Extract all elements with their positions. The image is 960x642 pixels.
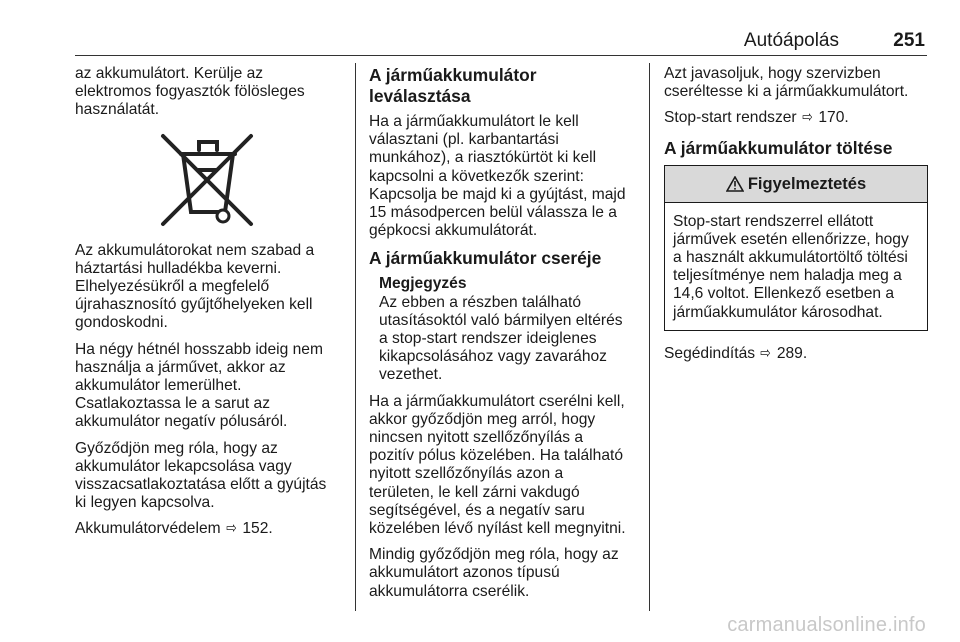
paragraph: Mindig győződjön meg róla, hogy az akkumulátort azonos típusú akkumulátorra cserélik. <box>369 546 619 600</box>
cross-reference <box>75 520 343 538</box>
cross-reference <box>664 345 928 363</box>
warning-title: Figyelmeztetés <box>747 174 867 193</box>
paragraph: az akkumulátort. Kerülje az elektromos fogyasztók fölösleges használatát. <box>75 65 305 119</box>
cross-reference <box>664 109 928 127</box>
page-header <box>75 30 927 52</box>
reference-page: 170. <box>818 109 849 127</box>
note-title: Megjegyzés <box>379 275 467 293</box>
section-heading: A járműakkumulátor töltése <box>664 137 893 158</box>
column-2 <box>369 65 637 609</box>
note-block <box>379 275 637 384</box>
page-reference-arrow-icon: ⇨ <box>226 520 237 538</box>
column-divider-1 <box>355 63 356 611</box>
reference-page: 152. <box>242 520 273 538</box>
page-reference-arrow-icon: ⇨ <box>802 109 813 127</box>
section-title: Autóápolás <box>743 30 839 51</box>
warning-triangle-icon <box>726 176 744 192</box>
column-1 <box>75 65 343 547</box>
page-reference-arrow-icon: ⇨ <box>760 344 772 362</box>
paragraph: Azt javasoljuk, hogy szervizben cseréltesse ki a járműakkumulátort. <box>664 65 909 101</box>
reference-page: 289. <box>776 344 808 362</box>
section-heading: A járműakkumulátor leválasztása <box>369 65 537 106</box>
paragraph: Ha négy hétnél hosszabb ideig nem használja a járművet, akkor az akkumulátor lemerülhet. Csatlakoztassa le a sarut az akkumulátor negatív pólusáról. <box>75 340 323 431</box>
reference-text: Segédindítás <box>664 344 756 362</box>
column-3 <box>664 65 928 371</box>
section-heading: A járműakkumulátor cseréje <box>369 248 602 269</box>
paragraph: Az akkumulátorokat nem szabad a háztartási hulladékba keverni. Elhelyezésükről a megfelelő újrahasznosító gyűjtőhelyeken kell gondoskodni. <box>75 241 315 332</box>
watermark: carmanualsonline.info <box>727 614 926 636</box>
bin-wheel <box>217 210 229 222</box>
crossed-out-wheelie-bin-icon <box>155 128 259 232</box>
warning-box <box>664 165 928 331</box>
bin-handle <box>198 168 218 172</box>
page-number: 251 <box>893 30 925 51</box>
warning-header <box>665 166 927 203</box>
reference-text: Stop-start rendszer <box>664 109 797 127</box>
reference-text: Akkumulátorvédelem <box>75 520 221 538</box>
warning-text: Stop-start rendszerrel ellátott járművek esetén ellenőrizze, hogy a használt akkumulátortöltő töltési teljesítménye nem haladja meg a 14,6 voltot. Ellenkező esetben a járműakkumulátor károsodhat. <box>673 212 909 321</box>
header-divider <box>75 55 927 56</box>
paragraph: Ha a járműakkumulátort cserélni kell, akkor győződjön meg arról, hogy nincsen nyitott szellőzőnyílás a pozitív pólus közelében. Ha található nyitott szellőzőnyílás azon a területen, le kell zárni vakdugó segítségével, és a negatív saru közelében lévő nyílást kell megnyitni. <box>369 392 626 538</box>
note-text: Az ebben a részben található utasításoktól való bármilyen eltérés a stop-start rendszer ideiglenes kikapcsolásához vagy zavarához vezethet. <box>379 293 623 384</box>
column-divider-2 <box>649 63 650 611</box>
paragraph: Győződjön meg róla, hogy az akkumulátor lekapcsolása vagy visszacsatlakoztatása előtt a gyújtás ki legyen kapcsolva. <box>75 439 327 512</box>
paragraph: Ha a járműakkumulátort le kell választani (pl. karbantartási munkához), a riasztókürtöt ki kell kapcsolni a következők szerint: Kapcsolja be majd ki a gyújtást, majd 15 másodpercen belül válassza le a gépkocsi akkumulátorát. <box>369 113 626 240</box>
